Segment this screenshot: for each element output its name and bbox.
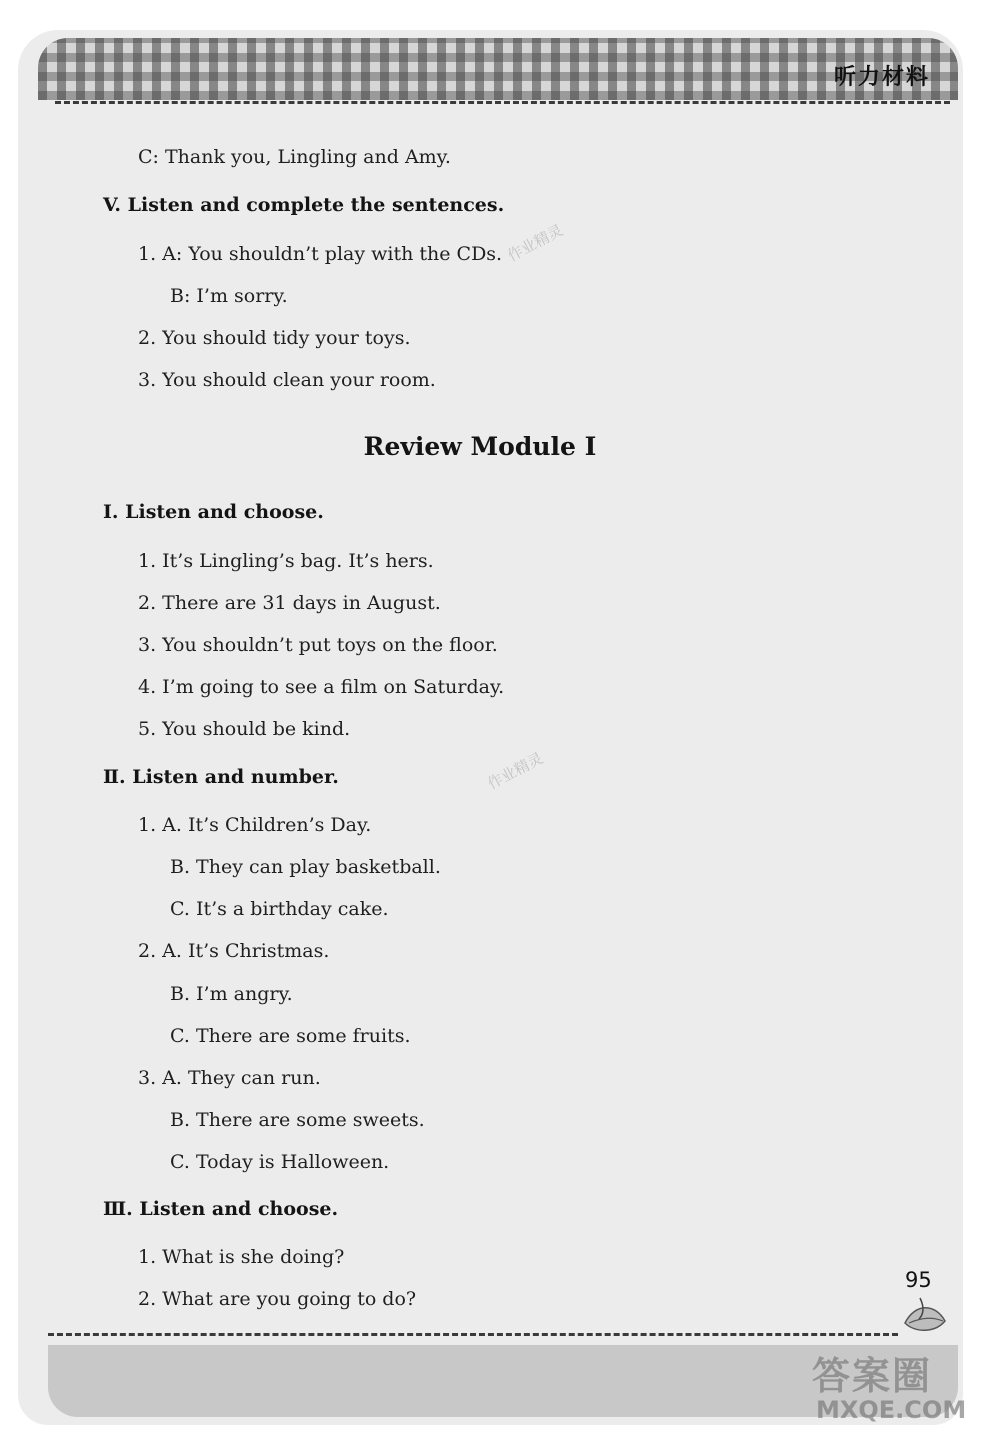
list-item: 2. There are 31 days in August. xyxy=(138,592,441,614)
module-title: Review Module Ⅰ xyxy=(363,432,597,461)
list-item: 3. You should clean your room. xyxy=(138,369,436,391)
list-item: C. There are some fruits. xyxy=(170,1025,411,1047)
site-logo-url: MXQE.COM xyxy=(816,1396,967,1424)
part-2-heading: Ⅱ. Listen and number. xyxy=(103,766,339,788)
part-3-heading: Ⅲ. Listen and choose. xyxy=(103,1198,339,1220)
list-item: 1. A: You shouldn’t play with the CDs. xyxy=(138,243,503,265)
list-item: 3. A. They can run. xyxy=(138,1067,321,1089)
list-item: 1. It’s Lingling’s bag. It’s hers. xyxy=(138,550,434,572)
list-item: 1. A. It’s Children’s Day. xyxy=(138,814,372,836)
list-item: B. I’m angry. xyxy=(170,983,293,1005)
header-banner xyxy=(38,38,958,100)
list-item: 2. What are you going to do? xyxy=(138,1288,417,1310)
list-item: B: I’m sorry. xyxy=(170,285,288,307)
list-item: C. It’s a birthday cake. xyxy=(170,898,389,920)
list-item: 2. You should tidy your toys. xyxy=(138,327,411,349)
dialogue-line-c: C: Thank you, Lingling and Amy. xyxy=(138,146,451,168)
page-number: 95 xyxy=(905,1268,932,1292)
list-item: B. They can play basketball. xyxy=(170,856,441,878)
site-logo-title: 答案圈 xyxy=(812,1354,933,1398)
footer-divider xyxy=(48,1333,898,1336)
section-5-heading: V. Listen and complete the sentences. xyxy=(103,194,505,216)
list-item: C. Today is Halloween. xyxy=(170,1151,390,1173)
list-item: 4. I’m going to see a film on Saturday. xyxy=(138,676,505,698)
header-title: 听力材料 xyxy=(833,65,930,90)
watermark-text: 作业精灵 xyxy=(484,748,546,793)
list-item: 2. A. It’s Christmas. xyxy=(138,940,330,962)
header-divider xyxy=(55,101,950,104)
list-item: B. There are some sweets. xyxy=(170,1109,425,1131)
part-1-heading: Ⅰ. Listen and choose. xyxy=(103,501,324,523)
list-item: 1. What is she doing? xyxy=(138,1246,345,1268)
site-logo xyxy=(812,1345,966,1424)
leaf-icon xyxy=(895,1293,955,1343)
list-item: 3. You shouldn’t put toys on the floor. xyxy=(138,634,498,656)
watermark-text: 作业精灵 xyxy=(504,220,566,265)
list-item: 5. You should be kind. xyxy=(138,718,351,740)
